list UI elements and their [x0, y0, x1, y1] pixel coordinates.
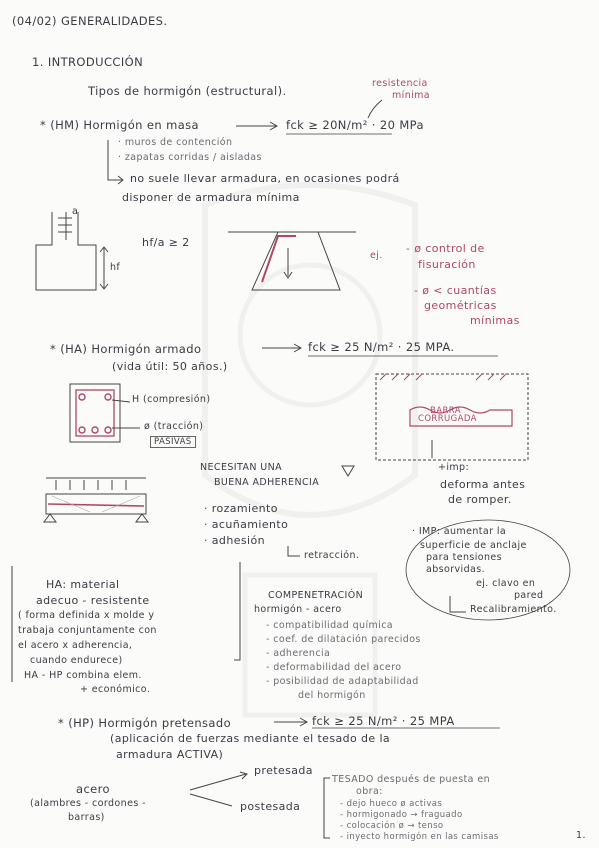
adherencia-item-1: · rozamiento	[204, 502, 278, 515]
imp2-4: absorvidas.	[426, 564, 486, 575]
section-title: 1. INTRODUCCIÓN	[32, 55, 144, 69]
ha-box-6: cuando endurece)	[30, 655, 123, 666]
ha-box-7: HA - HP combina elem.	[24, 670, 142, 681]
compenetracion-item-6: del hormigón	[298, 690, 366, 701]
ha-spec: fck ≥ 25 N/m² · 25 MPA.	[308, 340, 455, 354]
hm-item-1: · muros de contención	[118, 137, 233, 148]
adherencia-item-2: · acuñamiento	[204, 518, 289, 531]
ej-clavo-2: pared	[514, 590, 544, 601]
section-label-compresion: H (compresión)	[132, 394, 211, 405]
hm-note-1: no suele llevar armadura, en ocasiones podrá	[130, 172, 400, 185]
hm-note-2: disponer de armadura mínima	[122, 191, 300, 204]
hp-line-2: (aplicación de fuerzas mediante el tesado de la	[110, 732, 391, 745]
ha-box-5: el acero x adherencia,	[18, 640, 133, 651]
section-label-pasivas: PASIVAS	[150, 436, 196, 448]
page-number: 1.	[576, 830, 586, 841]
adherencia-1: NECESITAN UNA	[200, 462, 283, 473]
barra-label-1: BARRA	[430, 406, 461, 416]
hp-spec: fck ≥ 25 N/m² · 25 MPA	[312, 714, 455, 728]
imp2-3: para tensiones	[426, 552, 503, 563]
barra-label-2: CORRUGADA	[418, 414, 477, 424]
compenetracion-item-5: - posibilidad de adaptabilidad	[266, 676, 419, 687]
acero-sub-2: barras)	[68, 812, 105, 823]
compenetracion-item-4: - deformabilidad del acero	[266, 662, 402, 673]
ej-item-2: fisuración	[418, 258, 476, 271]
section-label-traccion: ø (tracción)	[144, 421, 204, 432]
hp-line-3: armadura ACTIVA)	[116, 748, 224, 761]
ej-item-4: geométricas	[424, 299, 497, 312]
tesado-box-2: obra:	[356, 786, 383, 797]
ha-imp-1: +imp:	[438, 462, 470, 473]
ha-vida: (vida útil: 50 años.)	[112, 360, 228, 373]
ej-item-3: - ø < cuantías	[414, 284, 497, 297]
tesado-box-6: - inyecto hormigón en las camisas	[340, 832, 499, 842]
recalibramiento: Recalibramiento.	[470, 604, 557, 615]
adherencia-2: BUENA ADHERENCIA	[214, 477, 320, 488]
compenetracion-item-3: - adherencia	[266, 648, 331, 659]
acero: acero	[76, 782, 110, 796]
label-hf: hf	[110, 262, 121, 273]
tesado-box-1: TESADO después de puesta en	[332, 774, 490, 785]
imp2-2: superficie de anclaje	[420, 540, 527, 551]
imp2-1: · IMP: aumentar la	[412, 526, 507, 537]
compenetracion-item-1: - compatibilidad química	[266, 620, 394, 631]
label-a: a	[72, 206, 79, 217]
pretesada: pretesada	[254, 764, 313, 777]
hm-title: * (HM) Hormigón en masa	[40, 118, 199, 132]
postesada: postesada	[240, 800, 301, 813]
label-hf-a: hf/a ≥ 2	[142, 236, 190, 249]
ej-label: ej.	[370, 250, 383, 261]
page-header: (04/02) GENERALIDADES.	[12, 14, 168, 28]
tipos-title: Tipos de hormigón (estructural).	[88, 84, 287, 98]
ha-title: * (HA) Hormigón armado	[50, 342, 202, 356]
resistencia-note-1: resistencia	[372, 78, 428, 89]
tesado-box-4: - hormigonado → fraguado	[340, 810, 463, 820]
ha-imp-3: de romper.	[448, 493, 512, 506]
hm-spec: fck ≥ 20N/m² · 20 MPa	[286, 118, 424, 132]
acero-sub-1: (alambres - cordones -	[30, 798, 146, 809]
ha-imp-2: deforma antes	[440, 478, 526, 491]
adherencia-item-3: · adhesión	[204, 534, 265, 547]
compenetracion-item-2: - coef. de dilatación parecidos	[266, 634, 421, 645]
ha-box-4: trabaja conjuntamente con	[18, 625, 157, 636]
ha-box-2: adecuo - resistente	[36, 594, 150, 607]
compenetracion-subtitle: hormigón - acero	[254, 604, 342, 615]
ha-box-8: + económico.	[80, 684, 151, 695]
ha-box-3: ( forma definida x molde y	[18, 610, 155, 621]
ej-item-1: - ø control de	[406, 242, 485, 255]
resistencia-note-2: mínima	[392, 90, 431, 101]
compenetracion-title: COMPENETRACIÓN	[268, 590, 364, 601]
tesado-box-5: - colocación ø → tenso	[340, 821, 444, 831]
hm-item-2: · zapatas corridas / aisladas	[118, 152, 262, 163]
ej-clavo-1: ej. clavo en	[476, 578, 536, 589]
ha-box-1: HA: material	[46, 578, 120, 591]
ej-item-5: mínimas	[470, 314, 520, 327]
retraccion: retracción.	[304, 550, 360, 561]
tesado-box-3: - dejo hueco ø activas	[340, 799, 443, 809]
hp-title: * (HP) Hormigón pretensado	[58, 716, 232, 730]
